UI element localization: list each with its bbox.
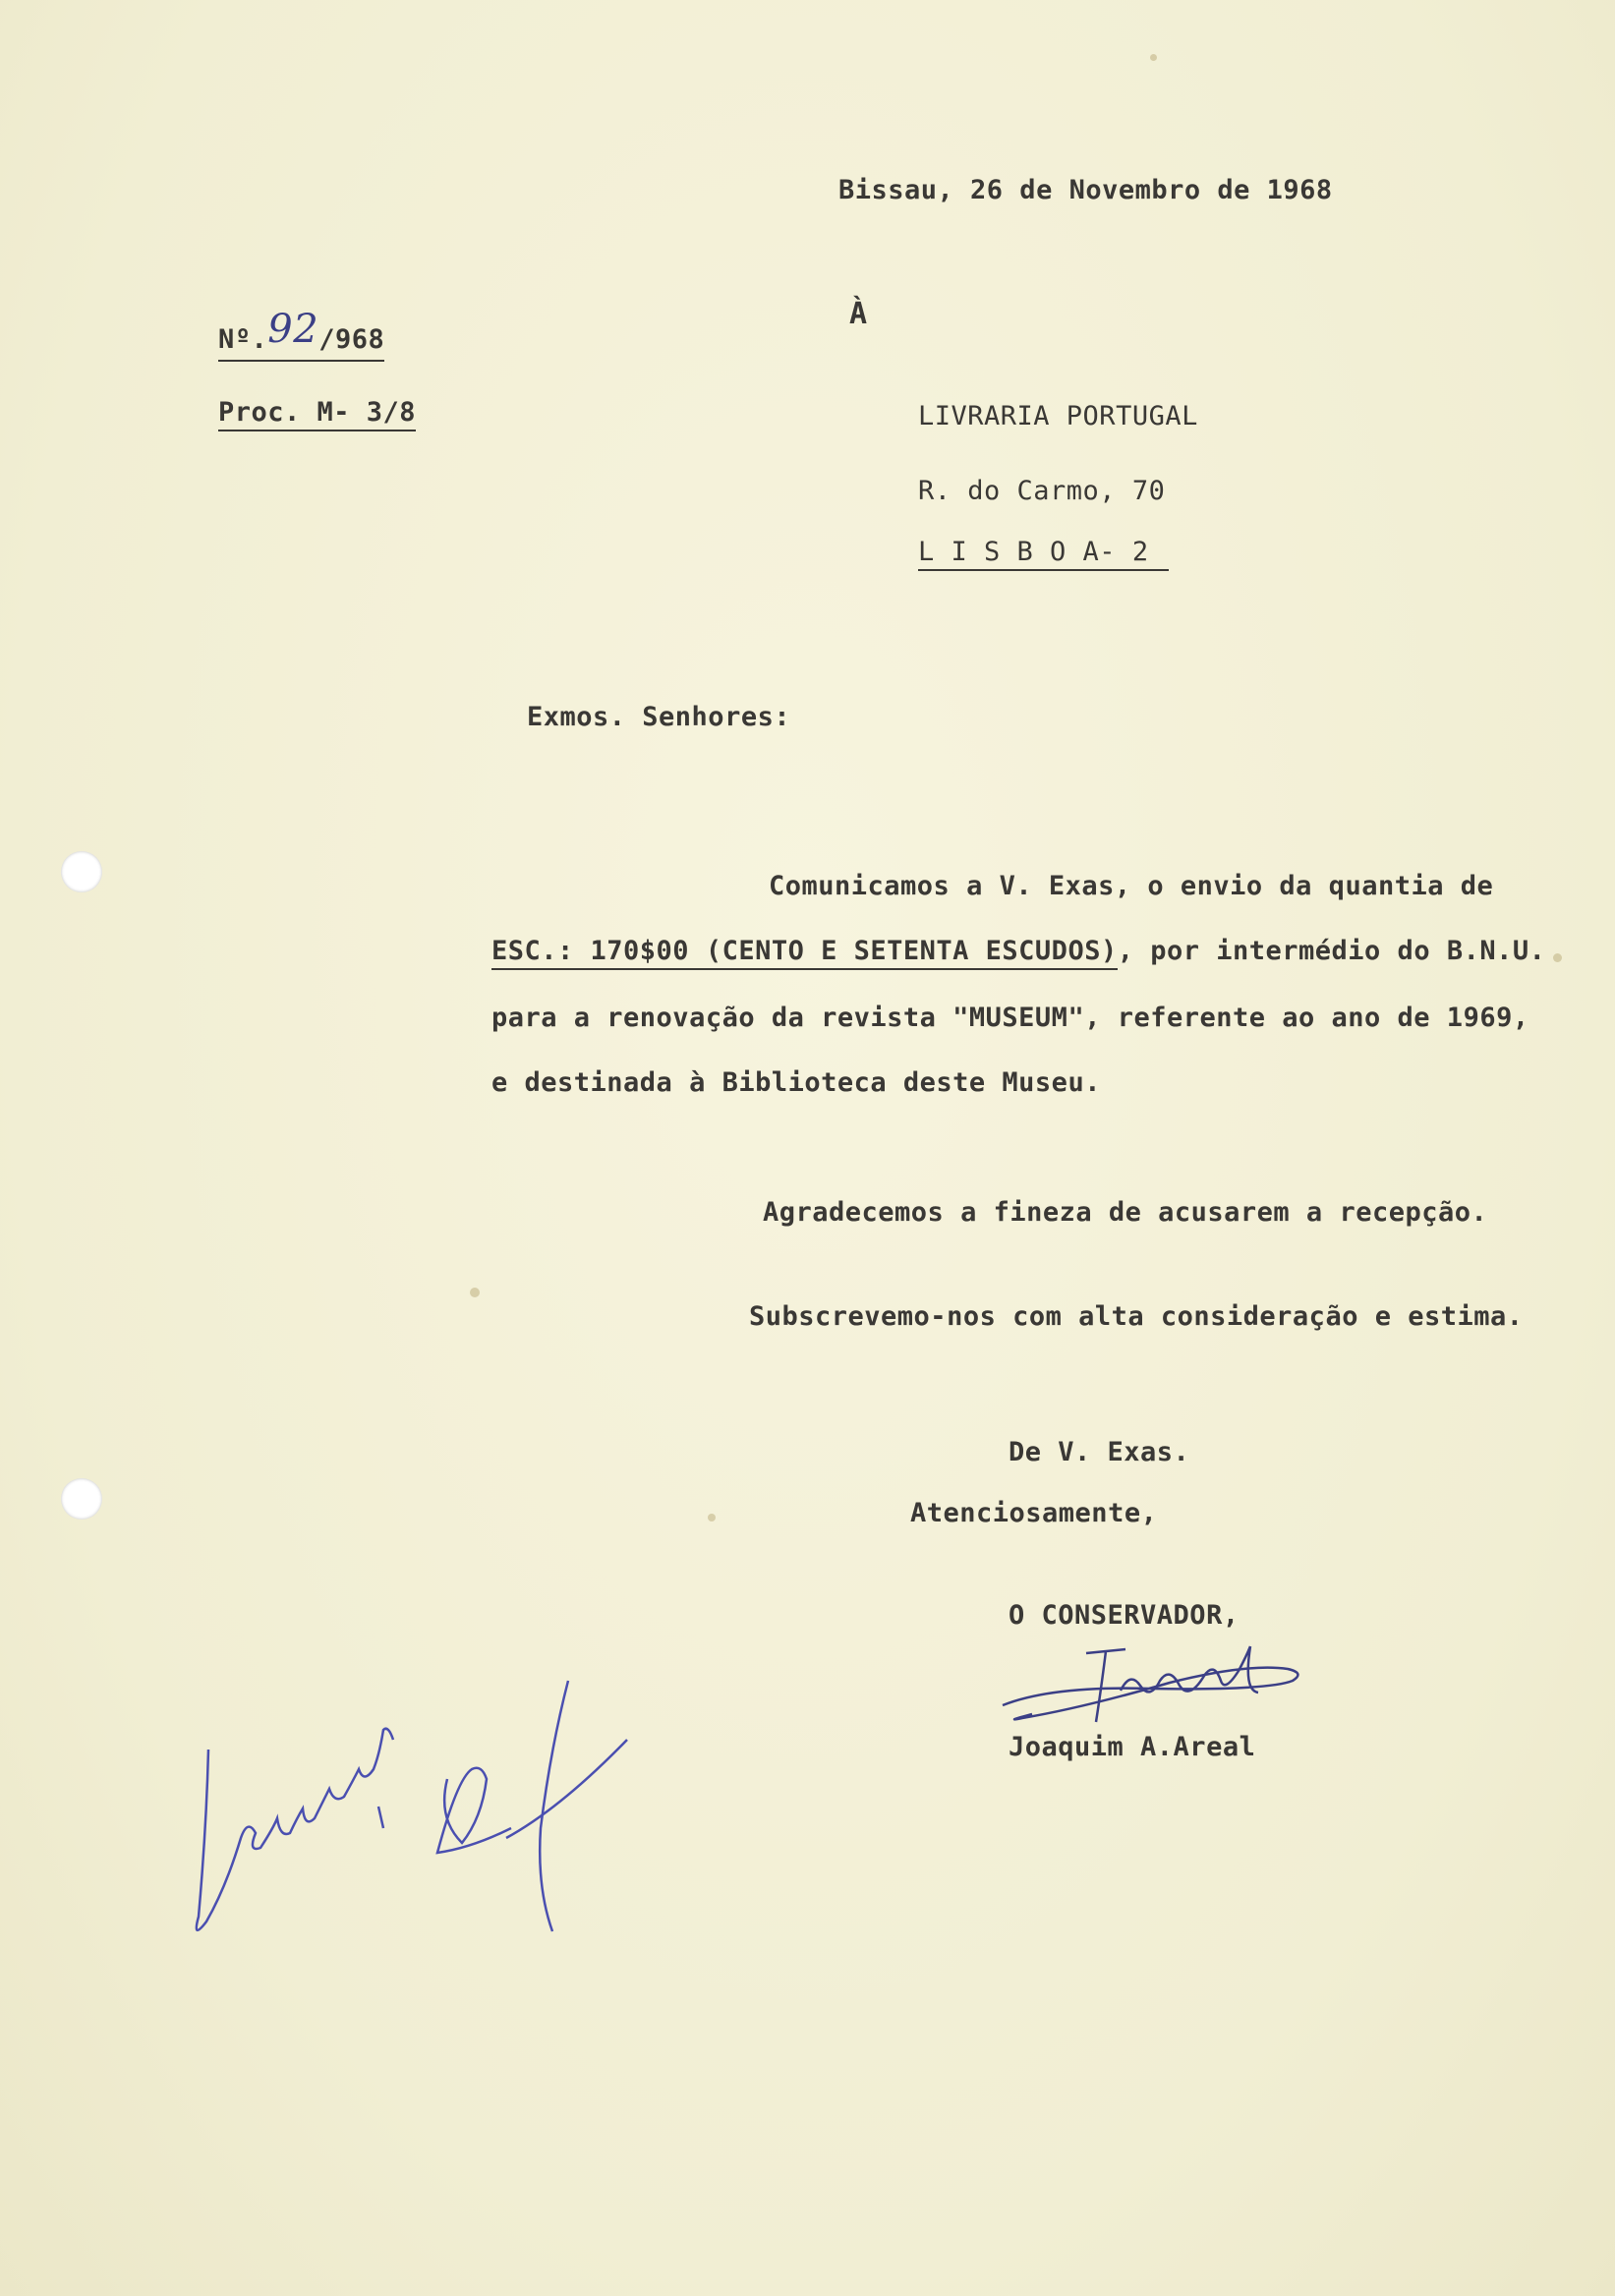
recipient-street: R. do Carmo, 70 — [918, 476, 1166, 506]
greeting: Exmos. Senhores: — [527, 702, 791, 732]
ref-handwritten-number: 92 — [267, 307, 319, 352]
punch-hole-icon — [61, 1478, 102, 1520]
punch-hole-icon — [61, 851, 102, 892]
amount-text: ESC.: 170$00 (CENTO E SETENTA ESCUDOS) — [491, 936, 1118, 970]
paper-speck — [1553, 953, 1562, 962]
body-line-1: Comunicamos a V. Exas, o envio da quantia de — [769, 871, 1494, 901]
body-line-2 — [491, 936, 1545, 966]
paper-speck — [470, 1288, 480, 1297]
signature-mark-icon — [993, 1632, 1307, 1740]
reference-number — [218, 307, 385, 362]
body-line-4: e destinada à Biblioteca deste Museu. — [491, 1067, 1101, 1098]
thanks-line: Agradecemos a fineza de acusarem a recepção. — [763, 1197, 1488, 1228]
closing-line-2: Atenciosamente, — [910, 1498, 1158, 1528]
ref-prefix: Nº. — [218, 324, 268, 355]
paper-speck — [1150, 54, 1157, 61]
process-reference: Proc. M- 3/8 — [218, 397, 416, 431]
signer-name: Joaquim A.Areal — [1009, 1732, 1256, 1762]
paper-speck — [708, 1514, 716, 1521]
body-line-3: para a renovação da revista "MUSEUM", referente ao ano de 1969, — [491, 1003, 1529, 1033]
body-line-2-rest: , por intermédio do B.N.U. — [1117, 936, 1546, 966]
handwritten-annotation-icon — [187, 1671, 639, 1946]
signer-title: O CONSERVADOR, — [1009, 1600, 1240, 1631]
to-marker: À — [849, 297, 868, 331]
recipient-city: L I S B O A- 2 — [918, 537, 1169, 571]
place-date: Bissau, 26 de Novembro de 1968 — [838, 175, 1333, 205]
closing-line-1: De V. Exas. — [1009, 1437, 1190, 1467]
ref-suffix: /968 — [318, 324, 385, 355]
recipient-name: LIVRARIA PORTUGAL — [918, 401, 1198, 431]
regards-line: Subscrevemo-nos com alta consideração e estima. — [749, 1301, 1524, 1332]
